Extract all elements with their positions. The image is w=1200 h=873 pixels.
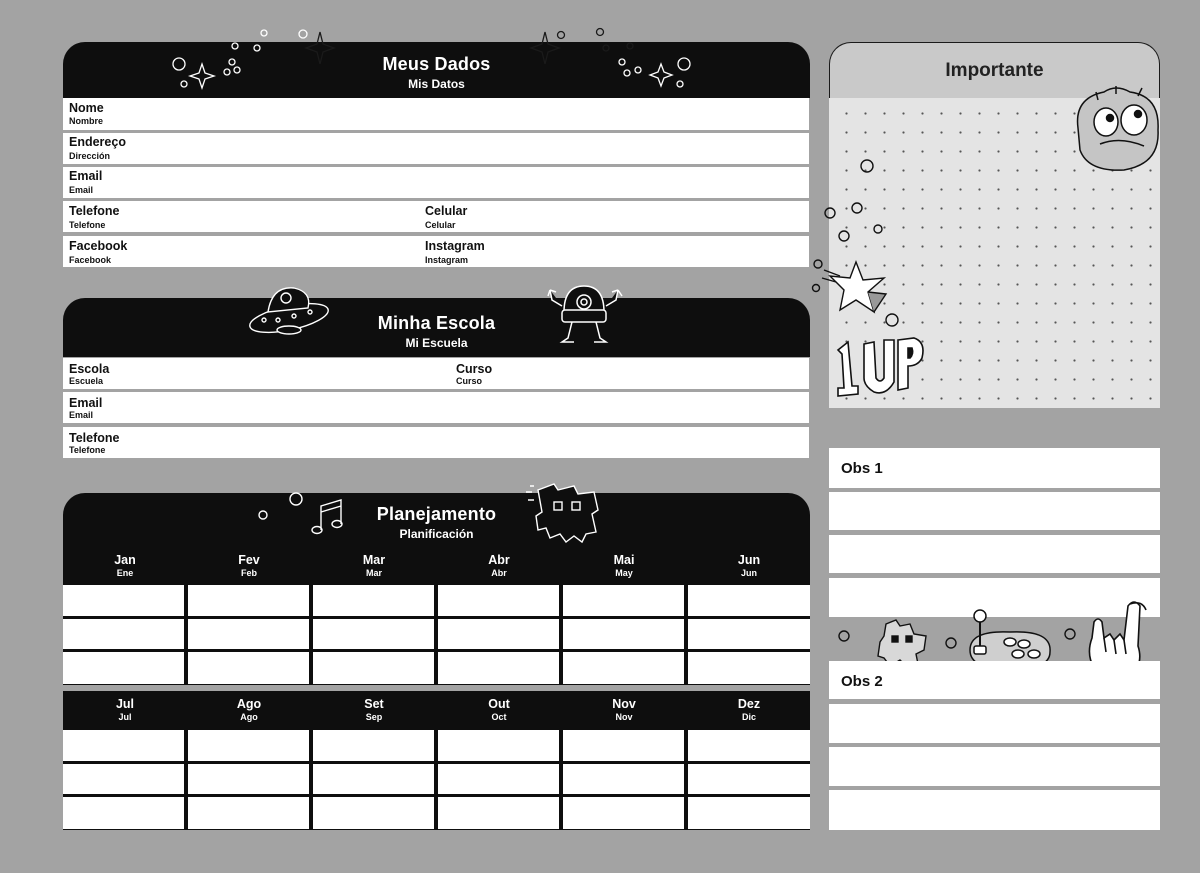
month-nov: Nov Nov (612, 697, 636, 722)
planning-top-cell[interactable] (188, 619, 309, 649)
planning-bottom-cell[interactable] (188, 730, 309, 761)
planning-top-cell[interactable] (688, 585, 810, 616)
planning-grid-top (63, 585, 810, 685)
planning-bottom-cell[interactable] (688, 797, 810, 829)
field-sublabel: Nombre (69, 116, 104, 126)
planning-top-cell[interactable] (563, 652, 684, 684)
field-sublabel: Dirección (69, 151, 111, 161)
month-mar: Mar Mar (362, 553, 386, 578)
planning-bottom-cell[interactable] (313, 764, 434, 794)
planning-bottom-cell[interactable] (438, 797, 559, 829)
month-set: Set Sep (364, 697, 384, 722)
music-note-icon (255, 490, 350, 538)
school-row-email[interactable] (63, 392, 809, 423)
field-label: Telefone (69, 204, 120, 218)
field-row-facebook-instagram[interactable] (63, 236, 809, 267)
planning-top-cell[interactable] (688, 619, 810, 649)
planning-top-cell[interactable] (438, 619, 559, 649)
sparkle-decoration-right (528, 26, 698, 91)
month-jan: Jan Ene (114, 553, 136, 578)
planning-top-cell[interactable] (688, 652, 810, 684)
planning-bottom-cell[interactable] (563, 730, 684, 761)
star-icon (806, 152, 910, 332)
field-sublabel: Email (69, 185, 94, 195)
planning-bottom-cell[interactable] (313, 797, 434, 829)
pixel-ghost-icon (524, 476, 604, 544)
obs2-line-4[interactable] (829, 790, 1160, 830)
planning-top-cell[interactable] (438, 652, 559, 684)
planning-top-cell[interactable] (313, 652, 434, 684)
field-sublabel: Telefone (69, 445, 106, 455)
planning-bottom-cell[interactable] (438, 730, 559, 761)
planning-top-cell[interactable] (63, 619, 184, 649)
field-label: Facebook (69, 239, 128, 253)
months-header-top (63, 548, 810, 585)
robot-icon (546, 280, 626, 348)
minha-escola-subtitle: Mi Escuela (405, 336, 468, 350)
meus-dados-subtitle: Mis Datos (408, 77, 465, 91)
obs1-label: Obs 1 (841, 460, 883, 477)
sparkle-decoration-left (170, 28, 270, 93)
planning-bottom-cell[interactable] (563, 764, 684, 794)
planning-top-cell[interactable] (63, 652, 184, 684)
planning-bottom-cell[interactable] (563, 797, 684, 829)
planning-bottom-cell[interactable] (188, 797, 309, 829)
field-label: Telefone (69, 431, 120, 445)
planejamento-title: Planejamento (376, 504, 497, 524)
planning-top-cell[interactable] (563, 585, 684, 616)
month-dez: Dez Dic (737, 697, 761, 722)
field-label: Nome (69, 101, 104, 115)
obs2-label: Obs 2 (841, 673, 883, 690)
minha-escola-header (63, 298, 810, 357)
importante-title: Importante (945, 60, 1044, 81)
planning-bottom-cell[interactable] (63, 797, 184, 829)
obs2-row[interactable] (829, 661, 1160, 699)
field-row-nome[interactable] (63, 98, 809, 130)
month-jun: Jun Jun (737, 553, 761, 578)
month-jul: Jul Jul (115, 697, 135, 722)
planning-bottom-cell[interactable] (188, 764, 309, 794)
field-label-2: Curso (456, 362, 493, 376)
sparkle-decoration-center-left (296, 28, 336, 68)
field-sublabel: Escuela (69, 376, 104, 386)
obs2-line-2[interactable] (829, 704, 1160, 743)
field-row-email[interactable] (63, 167, 809, 198)
1up-sticker-icon (834, 334, 930, 400)
field-label: Email (69, 169, 103, 183)
planning-bottom-cell[interactable] (688, 764, 810, 794)
field-label: Endereço (69, 135, 126, 149)
meus-dados-title: Meus Dados (382, 54, 491, 74)
school-row-escola-curso[interactable] (63, 358, 809, 389)
planning-bottom-cell[interactable] (688, 730, 810, 761)
obs1-row[interactable] (829, 448, 1160, 488)
field-sublabel-2: Instagram (425, 255, 469, 265)
months-header-bottom (63, 691, 810, 730)
field-sublabel: Facebook (69, 255, 112, 265)
month-out: Out Oct (488, 697, 510, 722)
planning-bottom-cell[interactable] (438, 764, 559, 794)
field-sublabel: Email (69, 410, 94, 420)
planning-top-cell[interactable] (313, 619, 434, 649)
month-fev: Fev Feb (238, 553, 260, 578)
ufo-icon (246, 280, 332, 338)
planning-top-cell[interactable] (563, 619, 684, 649)
month-ago: Ago Ago (236, 697, 262, 722)
planning-top-cell[interactable] (438, 585, 559, 616)
field-label: Email (69, 396, 103, 410)
planning-bottom-cell[interactable] (63, 730, 184, 761)
obs1-line-3[interactable] (829, 535, 1160, 573)
field-row-endereco[interactable] (63, 133, 809, 164)
obs1-line-2[interactable] (829, 492, 1160, 530)
month-mai: Mai May (613, 553, 635, 578)
minha-escola-title: Minha Escola (377, 313, 496, 333)
planning-grid-bottom (63, 730, 810, 830)
field-label-2: Celular (425, 204, 468, 218)
school-row-telefone[interactable] (63, 427, 809, 458)
obs2-line-3[interactable] (829, 747, 1160, 786)
month-abr: Abr Abr (488, 553, 510, 578)
field-sublabel-2: Curso (456, 376, 483, 386)
planning-bottom-cell[interactable] (313, 730, 434, 761)
planejamento-subtitle: Planificación (399, 527, 474, 541)
planning-top-cell[interactable] (188, 652, 309, 684)
planning-top-cell[interactable] (188, 585, 309, 616)
field-label-2: Instagram (425, 239, 485, 253)
planning-top-cell[interactable] (63, 585, 184, 616)
field-row-telefone-celular[interactable] (63, 201, 809, 232)
field-label: Escola (69, 362, 110, 376)
monster-icon (1068, 82, 1164, 177)
planning-top-cell[interactable] (313, 585, 434, 616)
planning-bottom-cell[interactable] (63, 764, 184, 794)
field-sublabel: Telefone (69, 220, 106, 230)
field-sublabel-2: Celular (425, 220, 456, 230)
